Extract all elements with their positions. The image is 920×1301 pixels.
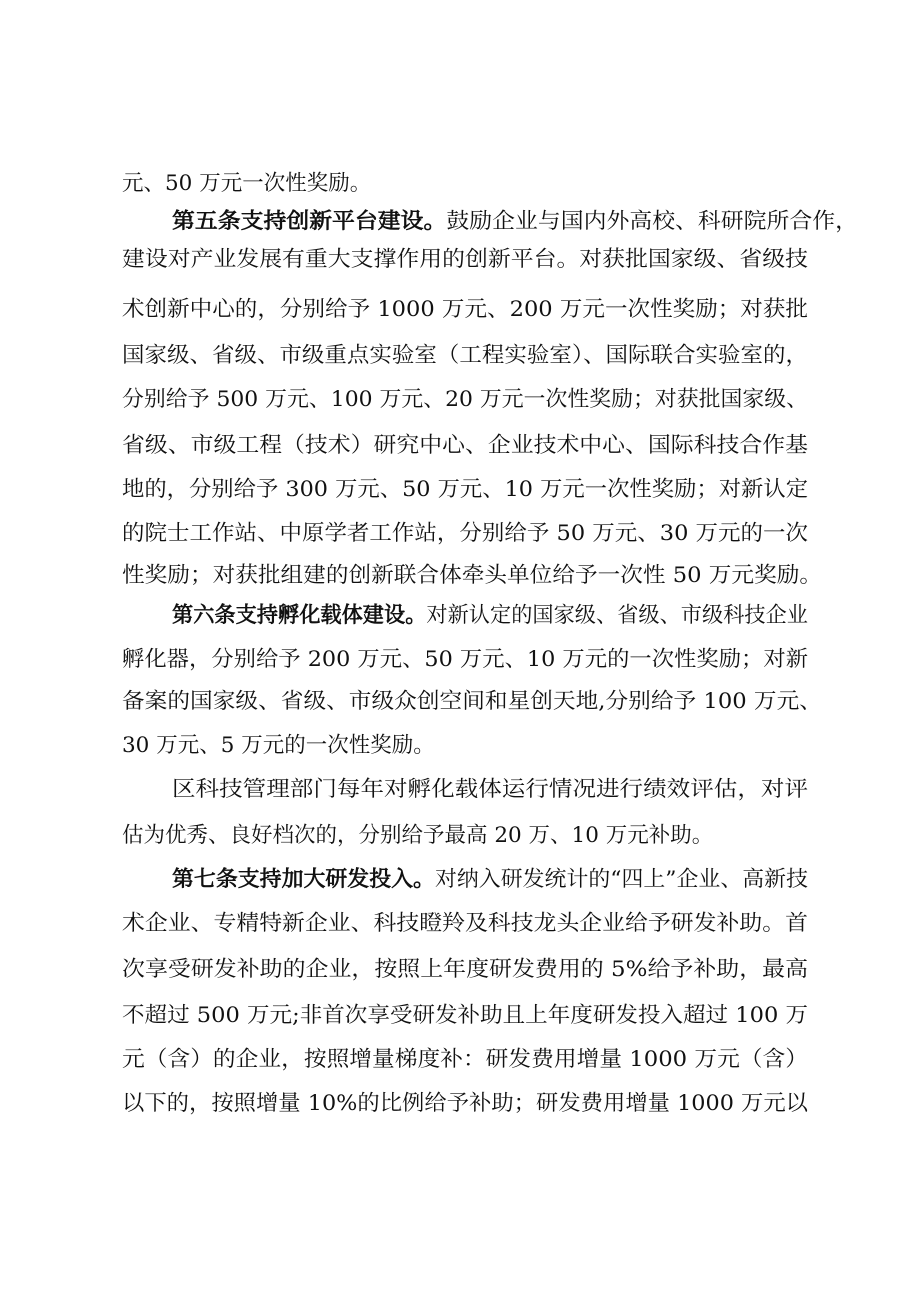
- line-text: 元、50 万元一次性奖励。: [122, 171, 372, 196]
- line-text: 国家级、省级、市级重点实验室（工程实验室）、国际联合实验室的，: [122, 343, 808, 368]
- line-text: 不超过 500 万元;非首次享受研发补助且上年度研发投入超过 100 万: [122, 1003, 809, 1028]
- line-text: 鼓励企业与国内外高校、科研院所合作，: [446, 209, 858, 234]
- text-line: [0, 556, 920, 596]
- line-text: 省级、市级工程（技术）研究中心、企业技术中心、国际科技合作基: [122, 433, 808, 458]
- text-line: [0, 1040, 920, 1080]
- text-line: [0, 640, 920, 680]
- line-text: 备案的国家级、省级、市级众创空间和星创天地,分别给予 100 万元、: [122, 689, 822, 714]
- line-text: 30 万元、5 万元的一次性奖励。: [122, 733, 435, 758]
- text-line: [0, 290, 920, 330]
- line-text: 对新认定的国家级、省级、市级科技企业: [426, 603, 809, 628]
- line-text: 以下的，按照增量 10%的比例给予补助；研发费用增量 1000 万元以: [122, 1091, 809, 1116]
- line-text: 元（含）的企业，按照增量梯度补：研发费用增量 1000 万元（含）: [122, 1047, 809, 1072]
- line-text: 术创新中心的，分别给予 1000 万元、200 万元一次性奖励；对获批: [122, 297, 808, 322]
- article-heading-line: [0, 596, 920, 636]
- line-text: 分别给予 500 万元、100 万元、20 万元一次性奖励；对获批国家级、: [122, 387, 809, 412]
- line-text: 地的，分别给予 300 万元、50 万元、10 万元一次性奖励；对新认定: [122, 477, 809, 502]
- text-line: [0, 996, 920, 1036]
- article-heading-line: [0, 202, 920, 242]
- line-text: 对纳入研发统计的“四上”企业、高新技: [434, 867, 808, 892]
- text-line: [0, 770, 920, 810]
- text-line: [0, 240, 920, 280]
- text-line: [0, 726, 920, 766]
- text-line: [0, 336, 920, 376]
- line-text: 建设对产业发展有重大支撑作用的创新平台。对获批国家级、省级技: [122, 247, 808, 272]
- line-text: 估为优秀、良好档次的，分别给予最高 20 万、10 万元补助。: [122, 823, 714, 848]
- article-heading: 第七条支持加大研发投入。: [172, 867, 435, 892]
- article-heading: 第六条支持孵化载体建设。: [172, 603, 427, 628]
- line-text: 区科技管理部门每年对孵化载体运行情况进行绩效评估，对评: [172, 777, 809, 802]
- text-line: [0, 514, 920, 554]
- text-line: [0, 164, 920, 204]
- line-text: 的院士工作站、中原学者工作站，分别给予 50 万元、30 万元的一次: [122, 521, 809, 546]
- line-text: 术企业、专精特新企业、科技瞪羚及科技龙头企业给予研发补助。首: [122, 911, 808, 936]
- article-heading-line: [0, 860, 920, 900]
- line-text: 次享受研发补助的企业，按照上年度研发费用的 5%给予补助，最高: [122, 957, 809, 982]
- text-line: [0, 816, 920, 856]
- article-heading: 第五条支持创新平台建设。: [172, 209, 447, 234]
- text-line: [0, 1084, 920, 1124]
- text-line: [0, 426, 920, 466]
- text-line: [0, 380, 920, 420]
- text-line: [0, 950, 920, 990]
- text-line: [0, 682, 920, 722]
- line-text: 孵化器，分别给予 200 万元、50 万元、10 万元的一次性奖励；对新: [122, 647, 809, 672]
- text-line: [0, 470, 920, 510]
- line-text: 性奖励；对获批组建的创新联合体牵头单位给予一次性 50 万元奖励。: [122, 563, 823, 588]
- text-line: [0, 904, 920, 944]
